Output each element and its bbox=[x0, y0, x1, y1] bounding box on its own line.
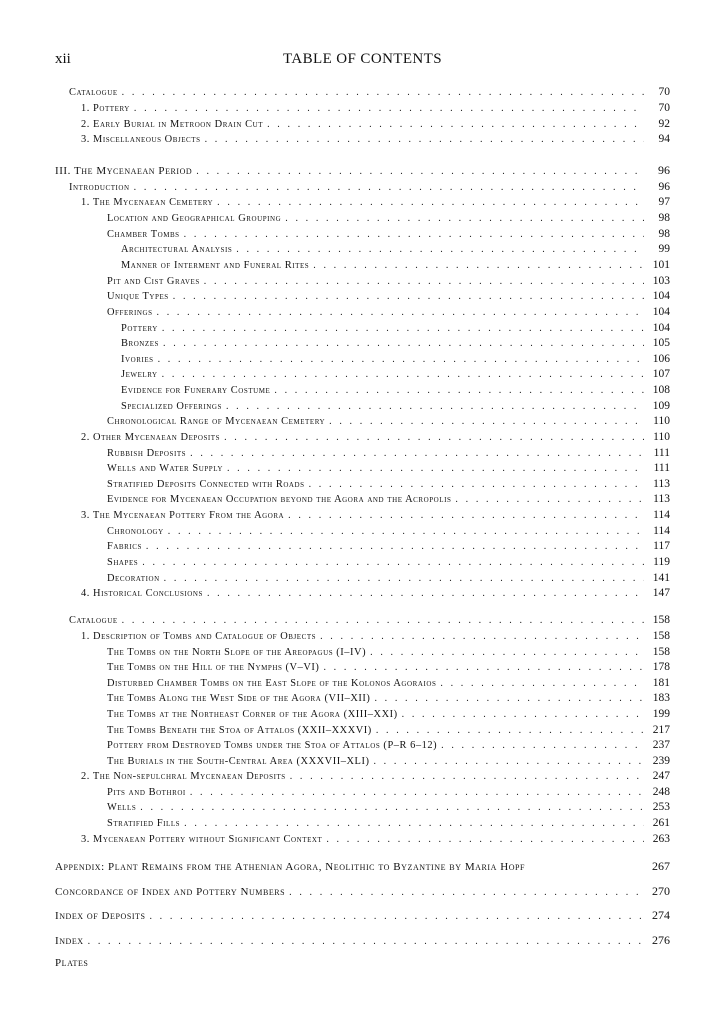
toc-entry-label: Catalogue bbox=[69, 615, 118, 626]
dot-leader bbox=[376, 725, 644, 736]
toc-entry-page: 70 bbox=[658, 86, 670, 98]
toc-entry-label: Plates bbox=[55, 957, 89, 969]
toc-entry bbox=[55, 859, 670, 874]
dot-leader bbox=[288, 510, 644, 521]
toc-entry-label: The Tombs on the Hill of the Nymphs (V–VI) bbox=[107, 662, 320, 673]
toc-entry bbox=[55, 933, 670, 948]
toc-entry-label: Disturbed Chamber Tombs on the East Slope of the Kolonos Agoraios bbox=[107, 678, 437, 689]
toc-entry-page: 106 bbox=[652, 353, 670, 365]
dot-leader bbox=[168, 526, 644, 537]
toc-entry-label: Jewelry bbox=[121, 369, 158, 380]
toc-entry-page: 113 bbox=[653, 493, 670, 505]
dot-leader bbox=[226, 401, 644, 412]
dot-leader bbox=[326, 834, 644, 845]
toc-entry-label: Offerings bbox=[107, 307, 153, 318]
toc-entry-label: 3. Miscellaneous Objects bbox=[81, 134, 201, 145]
toc-entry bbox=[107, 646, 670, 661]
dot-leader bbox=[370, 647, 644, 658]
toc-entry-label: Ivories bbox=[121, 354, 154, 365]
toc-entry bbox=[107, 572, 670, 587]
toc-entry-page: 104 bbox=[652, 322, 670, 334]
dot-leader bbox=[162, 323, 644, 334]
toc-entry-label: 1. The Mycenaean Cemetery bbox=[81, 197, 214, 208]
toc-entry-label: Index bbox=[55, 935, 84, 947]
toc-entry bbox=[107, 525, 670, 540]
dot-leader bbox=[196, 166, 644, 177]
dot-leader bbox=[142, 557, 644, 568]
dot-leader bbox=[455, 494, 644, 505]
toc-entry bbox=[107, 692, 670, 707]
dot-leader bbox=[140, 802, 644, 813]
toc-entry-label: Index of Deposits bbox=[55, 910, 146, 922]
dot-leader bbox=[309, 479, 644, 490]
toc-entry-label: 3. The Mycenaean Pottery From the Agora bbox=[81, 510, 285, 521]
toc-entry-label: Pottery from Destroyed Tombs under the Stoa of Attalos (P–R 6–12) bbox=[107, 740, 438, 751]
toc-entry-label: Manner of Interment and Funeral Rites bbox=[121, 260, 310, 271]
toc-entry-label: 3. Mycenaean Pottery without Significant Context bbox=[81, 834, 323, 845]
dot-leader bbox=[122, 87, 644, 98]
dot-leader bbox=[163, 338, 644, 349]
toc-entry-label: Chronological Range of Mycenaean Cemetery bbox=[107, 416, 326, 427]
toc-entry bbox=[107, 447, 670, 462]
toc-entry-page: 96 bbox=[658, 163, 670, 177]
toc-entry bbox=[121, 243, 670, 258]
toc-entry-label: Evidence for Funerary Costume bbox=[121, 385, 271, 396]
dot-leader bbox=[440, 678, 644, 689]
dot-leader bbox=[207, 588, 644, 599]
toc-entry-page: 217 bbox=[652, 724, 670, 736]
toc-entry-page: 114 bbox=[653, 509, 670, 521]
toc-entry-label: Pits and Bothroi bbox=[107, 787, 186, 798]
dot-leader bbox=[173, 291, 644, 302]
toc-entry-label: Introduction bbox=[69, 182, 130, 193]
dot-leader bbox=[149, 911, 644, 922]
dot-leader bbox=[289, 887, 644, 898]
dot-leader bbox=[204, 276, 644, 287]
toc-entry bbox=[107, 493, 670, 508]
toc-entry bbox=[107, 786, 670, 801]
dot-leader bbox=[157, 307, 644, 318]
toc-entry-label: Chronology bbox=[107, 526, 164, 537]
dot-leader bbox=[274, 385, 644, 396]
toc-entry-page: 97 bbox=[658, 196, 670, 208]
toc-entry-page: 113 bbox=[653, 478, 670, 490]
toc-entry-page: 94 bbox=[658, 133, 670, 145]
dot-leader bbox=[329, 416, 644, 427]
toc-entry bbox=[107, 212, 670, 227]
toc-entry-page: 267 bbox=[652, 859, 670, 873]
toc-entry bbox=[69, 86, 670, 101]
toc-entry-label: Unique Types bbox=[107, 291, 169, 302]
dot-leader bbox=[441, 740, 644, 751]
toc-entry-page: 158 bbox=[652, 630, 670, 642]
toc-entry-label: Appendix: Plant Remains from the Athenian Agora, Neolithic to Byzantine by Maria Hopf bbox=[55, 861, 526, 873]
toc-entry bbox=[121, 400, 670, 415]
toc-entry-label: Rubbish Deposits bbox=[107, 448, 187, 459]
dot-leader bbox=[227, 463, 644, 474]
toc-entry-page: 119 bbox=[653, 556, 670, 568]
toc-entry bbox=[55, 957, 670, 972]
toc-entry bbox=[107, 415, 670, 430]
toc-entry-label: Wells bbox=[107, 802, 137, 813]
toc-entry-page: 111 bbox=[653, 447, 670, 459]
toc-entry bbox=[81, 630, 670, 645]
toc-entry bbox=[121, 259, 670, 274]
toc-entry-page: 96 bbox=[658, 181, 670, 193]
dot-leader bbox=[320, 631, 644, 642]
dot-leader bbox=[162, 369, 644, 380]
toc-entry-label: Chamber Tombs bbox=[107, 229, 180, 240]
toc-entry bbox=[55, 884, 670, 899]
toc-entry-page: 104 bbox=[652, 306, 670, 318]
toc-entry bbox=[81, 196, 670, 211]
toc-entry bbox=[121, 322, 670, 337]
toc-entry bbox=[121, 353, 670, 368]
toc-entry-page: 108 bbox=[652, 384, 670, 396]
toc-entry-page: 114 bbox=[653, 525, 670, 537]
dot-leader bbox=[402, 709, 644, 720]
toc-entry-label: 1. Pottery bbox=[81, 103, 130, 114]
toc-entry-page: 105 bbox=[652, 337, 670, 349]
toc-entry-label: Bronzes bbox=[121, 338, 160, 349]
toc-entry-label: Concordance of Index and Pottery Numbers bbox=[55, 886, 286, 898]
dot-leader bbox=[217, 197, 644, 208]
dot-leader bbox=[313, 260, 644, 271]
toc-entry bbox=[81, 118, 670, 133]
toc-entry-label: The Burials in the South-Central Area (XXXVII–XLI) bbox=[107, 756, 370, 767]
toc-entry-page: 239 bbox=[652, 755, 670, 767]
toc-entry-label: Shapes bbox=[107, 557, 139, 568]
toc-entry bbox=[81, 431, 670, 446]
toc-entry bbox=[121, 368, 670, 383]
toc-entry-page: 248 bbox=[652, 786, 670, 798]
toc-entry bbox=[107, 290, 670, 305]
dot-leader bbox=[88, 936, 644, 947]
toc-entry-page: 237 bbox=[652, 739, 670, 751]
toc-entry-label: III. The Mycenaean Period bbox=[55, 165, 193, 177]
toc-entry-page: 199 bbox=[652, 708, 670, 720]
toc-entry-page: 270 bbox=[652, 884, 670, 898]
toc-entry-label: Pottery bbox=[121, 323, 158, 334]
toc-entry bbox=[107, 228, 670, 243]
toc-entry-label: The Tombs Along the West Side of the Agora (VII–XII) bbox=[107, 693, 371, 704]
toc-entry bbox=[107, 556, 670, 571]
toc-entry-label: Fabrics bbox=[107, 541, 142, 552]
toc-entry bbox=[107, 708, 670, 723]
dot-leader bbox=[236, 244, 644, 255]
toc-entry-label: Decoration bbox=[107, 573, 160, 584]
toc-entry bbox=[55, 163, 670, 178]
toc-entry bbox=[107, 801, 670, 816]
toc-entry-page: 70 bbox=[658, 102, 670, 114]
toc-entry bbox=[121, 384, 670, 399]
toc-entry bbox=[121, 337, 670, 352]
toc-entry-page: 183 bbox=[652, 692, 670, 704]
toc-entry-label: 2. Other Mycenaean Deposits bbox=[81, 432, 221, 443]
toc-entry-label: The Tombs at the Northeast Corner of the Agora (XIII–XXI) bbox=[107, 709, 398, 720]
toc-entry-label: Architectural Analysis bbox=[121, 244, 233, 255]
toc-entry-page: 111 bbox=[653, 462, 670, 474]
dot-leader bbox=[190, 787, 644, 798]
toc-entry-page: 99 bbox=[658, 243, 670, 255]
toc-entry-page: 107 bbox=[652, 368, 670, 380]
toc-entry-label: Specialized Offerings bbox=[121, 401, 222, 412]
toc-entry-page: 98 bbox=[658, 212, 670, 224]
toc-entry bbox=[81, 509, 670, 524]
dot-leader bbox=[285, 213, 644, 224]
dot-leader bbox=[184, 818, 644, 829]
toc-entry-page: 147 bbox=[652, 587, 670, 599]
toc-entry bbox=[107, 724, 670, 739]
toc-entry-label: Wells and Water Supply bbox=[107, 463, 223, 474]
toc-entry-page: 110 bbox=[653, 431, 670, 443]
dot-leader bbox=[190, 448, 644, 459]
toc-entry bbox=[107, 478, 670, 493]
toc-entry bbox=[107, 677, 670, 692]
toc-entry-page: 101 bbox=[652, 259, 670, 271]
toc-entry-page: 98 bbox=[658, 228, 670, 240]
dot-leader bbox=[374, 693, 644, 704]
dot-leader bbox=[323, 662, 644, 673]
page-number: xii bbox=[55, 51, 71, 67]
dot-leader bbox=[158, 354, 644, 365]
dot-leader bbox=[146, 541, 644, 552]
toc-entry-page: 261 bbox=[652, 817, 670, 829]
toc-entry-label: 2. Early Burial in Metroon Drain Cut bbox=[81, 119, 264, 130]
dot-leader bbox=[122, 615, 644, 626]
dot-leader bbox=[184, 229, 644, 240]
toc-entry-page: 109 bbox=[652, 400, 670, 412]
toc-entry-page: 158 bbox=[652, 646, 670, 658]
toc-entry bbox=[81, 102, 670, 117]
toc-entry-label: Location and Geographical Grouping bbox=[107, 213, 282, 224]
toc-entry-label: 4. Historical Conclusions bbox=[81, 588, 203, 599]
toc-entry bbox=[107, 755, 670, 770]
toc-entry bbox=[107, 739, 670, 754]
toc-entry-page: 92 bbox=[658, 118, 670, 130]
dot-leader bbox=[373, 756, 644, 767]
toc-entry bbox=[107, 817, 670, 832]
dot-leader bbox=[290, 771, 644, 782]
toc-entry-page: 110 bbox=[653, 415, 670, 427]
toc-entry-label: 2. The Non-sepulchral Mycenaean Deposits bbox=[81, 771, 286, 782]
toc-entry-label: Pit and Cist Graves bbox=[107, 276, 200, 287]
dot-leader bbox=[134, 182, 644, 193]
toc-entry-label: Stratified Fills bbox=[107, 818, 181, 829]
dot-leader bbox=[134, 103, 644, 114]
toc-entry bbox=[107, 462, 670, 477]
toc-entry bbox=[55, 908, 670, 923]
toc-entry-label: The Tombs on the North Slope of the Areopagus (I–IV) bbox=[107, 647, 367, 658]
toc-entry-label: 1. Description of Tombs and Catalogue of Objects bbox=[81, 631, 317, 642]
toc-entry-page: 263 bbox=[652, 833, 670, 845]
toc-entry-page: 276 bbox=[652, 933, 670, 947]
dot-leader bbox=[267, 119, 644, 130]
toc-entry-label: The Tombs Beneath the Stoa of Attalos (XXII–XXXVI) bbox=[107, 725, 372, 736]
dot-leader bbox=[205, 134, 644, 145]
toc-entry-page: 181 bbox=[652, 677, 670, 689]
toc-entry-page: 117 bbox=[653, 540, 670, 552]
toc-entry bbox=[81, 133, 670, 148]
toc-entry-label: Stratified Deposits Connected with Roads bbox=[107, 479, 305, 490]
toc-entry bbox=[107, 540, 670, 555]
toc-entry-page: 178 bbox=[652, 661, 670, 673]
toc-entry-page: 247 bbox=[652, 770, 670, 782]
toc-entry bbox=[107, 661, 670, 676]
toc-entry bbox=[81, 770, 670, 785]
toc-entry-label: Evidence for Mycenaean Occupation beyond the Agora and the Acropolis bbox=[107, 494, 452, 505]
dot-leader bbox=[164, 573, 644, 584]
toc-entry-page: 103 bbox=[652, 275, 670, 287]
page-title: TABLE OF CONTENTS bbox=[283, 51, 442, 67]
toc-entry-page: 274 bbox=[652, 908, 670, 922]
toc-entry bbox=[81, 587, 670, 602]
dot-leader bbox=[224, 432, 644, 443]
toc-entry bbox=[107, 306, 670, 321]
toc-entry-label: Catalogue bbox=[69, 87, 118, 98]
toc-entry bbox=[69, 181, 670, 196]
toc-entry-page: 253 bbox=[652, 801, 670, 813]
toc-entry bbox=[81, 833, 670, 848]
toc-entry-page: 158 bbox=[652, 614, 670, 626]
toc-entry bbox=[107, 275, 670, 290]
toc-entry-page: 104 bbox=[652, 290, 670, 302]
toc-entry-page: 141 bbox=[652, 572, 670, 584]
toc-entry bbox=[69, 614, 670, 629]
